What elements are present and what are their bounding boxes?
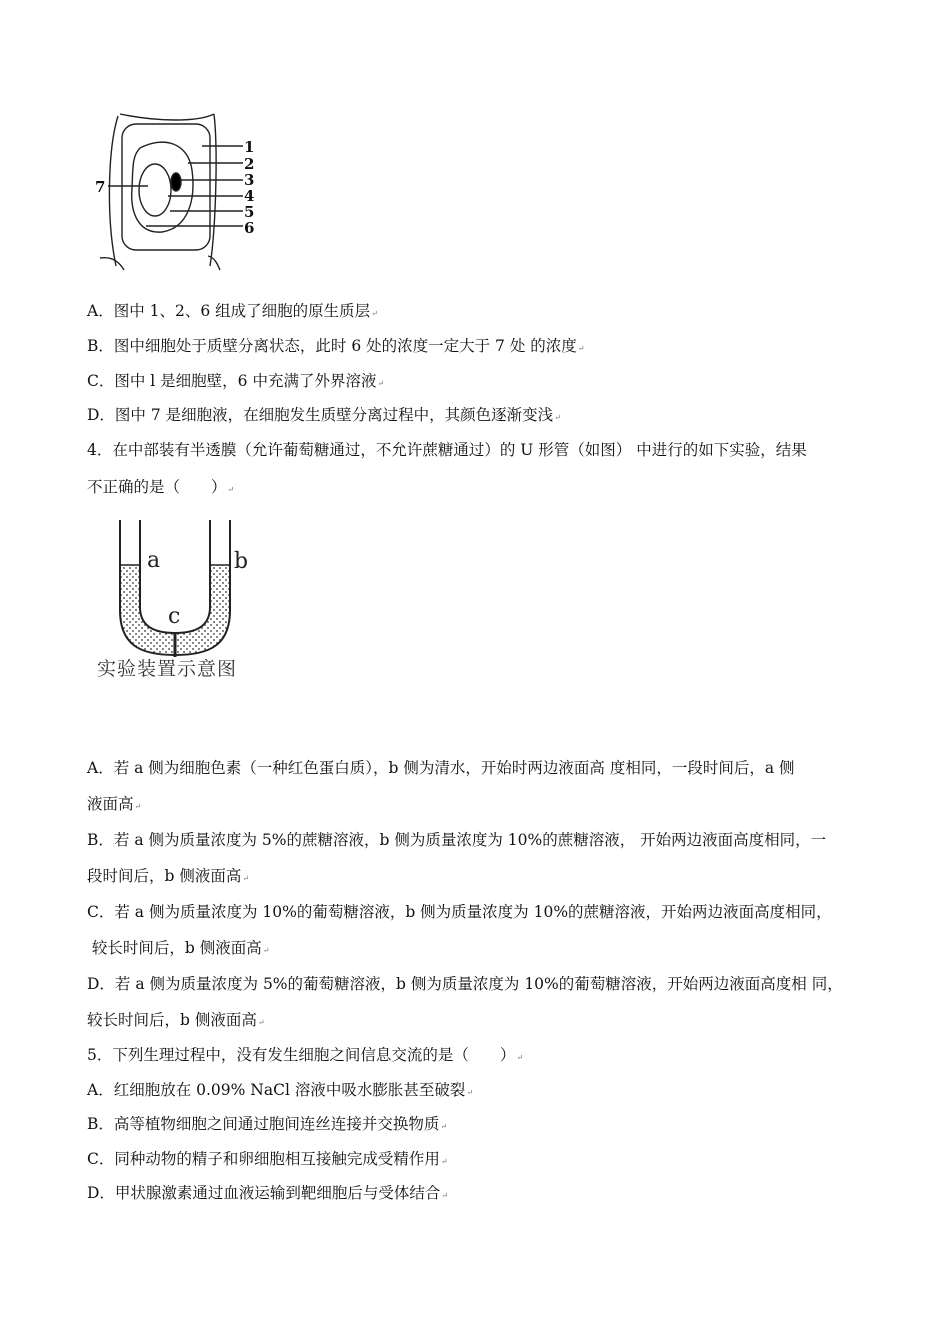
q4-option-c-line1: C．若 a 侧为质量浓度为 10%的葡萄糖溶液，b 侧为质量浓度为 10%的蔗糖溶液，开始两边液面高度相同， [87, 903, 832, 921]
q4-stem-line2: 不正确的是（ ）↵ [87, 478, 235, 496]
vacuole [139, 164, 171, 216]
q5-option-b: B．高等植物细胞之间通过胞间连丝连接并交换物质↵ [87, 1115, 448, 1133]
cell-wall-outer [109, 116, 118, 266]
label-5: 5 [244, 203, 255, 221]
q4-option-c-line2: 较长时间后，b 侧液面高↵ [87, 939, 270, 957]
q4-option-d-line2: 较长时间后，b 侧液面高↵ [87, 1011, 265, 1029]
q3-option-c: C．图中 l 是细胞壁，6 中充满了外界溶液↵ [87, 372, 385, 390]
cell-wall-outer [100, 258, 124, 270]
q5-option-d: D．甲状腺激素通过血液运输到靶细胞后与受体结合↵ [87, 1184, 449, 1202]
q4-option-d-line1: D．若 a 侧为质量浓度为 5%的葡萄糖溶液，b 侧为质量浓度为 10%的葡萄糖溶液，开始两边液面高度相 同， [87, 975, 843, 993]
cell-wall-outer [120, 114, 214, 120]
nucleus [171, 173, 181, 191]
q3-option-d: D．图中 7 是细胞液，在细胞发生质壁分离过程中，其颜色逐渐变浅↵ [87, 406, 561, 424]
label-4: 4 [244, 187, 255, 205]
u-tube-label-a: a [147, 548, 161, 573]
q3-option-a: A．图中 1、2、6 组成了细胞的原生质层↵ [87, 302, 378, 320]
q4-option-a-line1: A．若 a 侧为细胞色素（一种红色蛋白质），b 侧为清水，开始时两边液面高 度相同，一段时间后，a 侧 [87, 759, 795, 777]
u-tube-label-b: b [234, 549, 249, 574]
label-3: 3 [244, 171, 255, 189]
q5-option-a: A．红细胞放在 0.09% NaCl 溶液中吸水膨胀甚至破裂↵ [87, 1081, 474, 1099]
label-7: 7 [95, 178, 106, 196]
q4-stem-line1: 4．在中部装有半透膜（允许葡萄糖通过，不允许蔗糖通过）的 U 形管（如图） 中进行的如下实验，结果 [87, 441, 807, 459]
plasma-membrane [132, 142, 193, 232]
q4-option-b-line2: 段时间后，b 侧液面高↵ [87, 867, 250, 885]
q4-option-a-line2: 液面高↵ [87, 795, 142, 813]
label-6: 6 [244, 219, 255, 237]
q5-option-c: C．同种动物的精子和卵细胞相互接触完成受精作用↵ [87, 1150, 448, 1168]
label-2: 2 [244, 155, 255, 173]
label-1: 1 [244, 138, 255, 156]
q4-option-b-line1: B．若 a 侧为质量浓度为 5%的蔗糖溶液，b 侧为质量浓度为 10%的蔗糖溶液， 开始两边液面高度相同，一 [87, 831, 827, 849]
u-tube-label-c: c [168, 604, 181, 629]
plant-cell-figure [88, 108, 273, 273]
q3-option-b: B．图中细胞处于质壁分离状态，此时 6 处的浓度一定大于 7 处 的浓度↵ [87, 337, 585, 355]
u-tube-caption: 实验装置示意图 [97, 658, 238, 680]
q5-stem: 5．下列生理过程中，没有发生细胞之间信息交流的是（ ）↵ [87, 1046, 524, 1064]
cell-wall-outer [210, 114, 216, 266]
